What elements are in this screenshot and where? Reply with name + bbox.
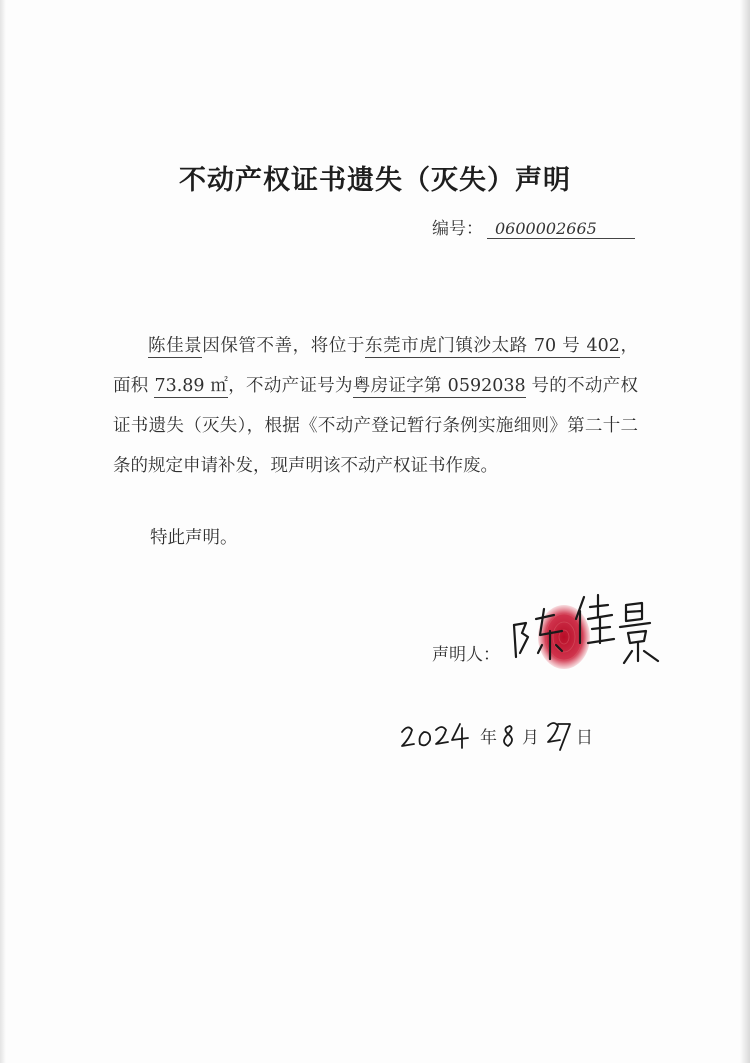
declarant-label: 声明人： bbox=[432, 645, 500, 665]
body-text-3: ，不动产证号为 bbox=[228, 376, 353, 396]
declarant-name: 陈佳景 bbox=[148, 336, 203, 356]
certificate-number: 粤房证字第 0592038 bbox=[352, 376, 526, 396]
body-text-4: 号的不动产权证书遗失（灭失），根据《不动产登记暂行条例实施细则》第二十二条的规定申请补发，现声明该不动产权证书作废。 bbox=[113, 376, 638, 476]
signature-with-fingerprint bbox=[492, 585, 672, 675]
body-text-2: ，面积 bbox=[113, 336, 639, 396]
property-area: 73.89 ㎡ bbox=[154, 376, 229, 396]
property-address: 东莞市虎门镇沙太路 70 号 402 bbox=[365, 336, 620, 356]
statement-body bbox=[113, 326, 638, 486]
statement-paragraph bbox=[113, 326, 638, 486]
year-char: 年 bbox=[480, 728, 497, 748]
day-char: 日 bbox=[576, 728, 593, 748]
closing-statement: 特此声明。 bbox=[150, 528, 238, 548]
number-value: 0600002665 bbox=[487, 219, 635, 239]
body-text-1: 因保管不善，将位于 bbox=[202, 336, 365, 356]
document-title: 不动产权证书遗失（灭失）声明 bbox=[179, 165, 571, 196]
month-char: 月 bbox=[522, 728, 539, 748]
number-label: 编号： bbox=[432, 219, 483, 239]
statement-date bbox=[398, 714, 618, 754]
document-number bbox=[432, 214, 635, 239]
